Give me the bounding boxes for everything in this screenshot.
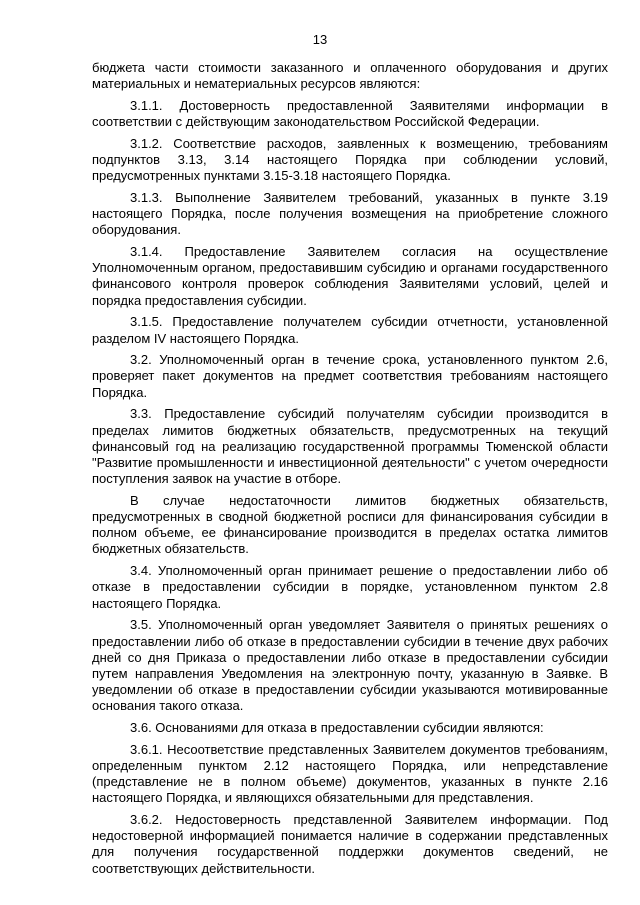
- paragraph-intro-continuation: бюджета части стоимости заказанного и оплаченного оборудования и других материальных и нематериальных ресурсов являются:: [92, 60, 608, 92]
- paragraph-3-1-5: 3.1.5. Предоставление получателем субсидии отчетности, установленной разделом IV настоящего Порядка.: [92, 314, 608, 346]
- paragraph-3-6-2: 3.6.2. Недостоверность представленной Заявителем информации. Под недостоверной информацией понимается наличие в содержании представленных для получения государственной поддержки документов сведений, не соответствующих действительности.: [92, 812, 608, 876]
- paragraph-3-2: 3.2. Уполномоченный орган в течение срока, установленного пунктом 2.6, проверяет пакет документов на предмет соответствия требованиям настоящего Порядка.: [92, 352, 608, 400]
- paragraph-3-4: 3.4. Уполномоченный орган принимает решение о предоставлении либо об отказе в предоставлении субсидии в порядке, установленном пунктом 2.8 настоящего Порядка.: [92, 563, 608, 611]
- paragraph-3-6: 3.6. Основаниями для отказа в предоставлении субсидии являются:: [130, 720, 544, 736]
- page-number: 13: [312, 32, 328, 47]
- paragraph-3-3: 3.3. Предоставление субсидий получателям субсидии производится в пределах лимитов бюджетных обязательств, предусмотренных на текущий финансовый год на реализацию государственной программы Тюменской области "Развитие промышленности и инвестиционной деятельности" с учетом очередности поступления заявок на участие в отборе.: [92, 406, 608, 487]
- paragraph-3-1-2: 3.1.2. Соответствие расходов, заявленных к возмещению, требованиям подпунктов 3.13, 3.14 настоящего Порядка при соблюдении условий, предусмотренных пунктами 3.15-3.18 настоящего Порядка.: [92, 135, 608, 184]
- paragraph-3-1-4: 3.1.4. Предоставление Заявителем согласия на осуществление Уполномоченным органом, предоставившим субсидию и органами государственного финансового контроля проверок соблюдения Заявителями условий, целей и порядка предоставления субсидии.: [92, 244, 608, 308]
- paragraph-3-1-3: 3.1.3. Выполнение Заявителем требований, указанных в пункте 3.19 настоящего Порядка, после получения возмещения на приобретение сложного оборудования.: [92, 189, 608, 238]
- document-body: [92, 60, 608, 882]
- paragraph-3-5: 3.5. Уполномоченный орган уведомляет Заявителя о принятых решениях о предоставлении либо об отказе в предоставлении субсидии в течение двух рабочих дней со дня Приказа о предоставлении либо отказе в предоставлении субсидии путем направления Уведомления на электронную почту, указанную в Заявке. В уведомлении об отказе в предоставлении субсидии указываются мотивированные основания такого отказа.: [92, 617, 608, 714]
- paragraph-3-6-1: 3.6.1. Несоответствие представленных Заявителем документов требованиям, определенным пунктом 2.12 настоящего Порядка, или непредставление (представление не в полном объеме) документов, указанных в пункте 2.16 настоящего Порядка, и являющихся обязательными для представления.: [92, 741, 608, 806]
- paragraph-3-1-1: 3.1.1. Достоверность предоставленной Заявителями информации в соответствии с действующим законодательством Российской Федерации.: [92, 97, 608, 130]
- paragraph-3-3-insufficiency: В случае недостаточности лимитов бюджетных обязательств, предусмотренных в сводной бюджетной росписи для финансирования субсидии в полном объеме, ее финансирование производится в пределах остатка лимитов бюджетных обязательств.: [92, 492, 608, 557]
